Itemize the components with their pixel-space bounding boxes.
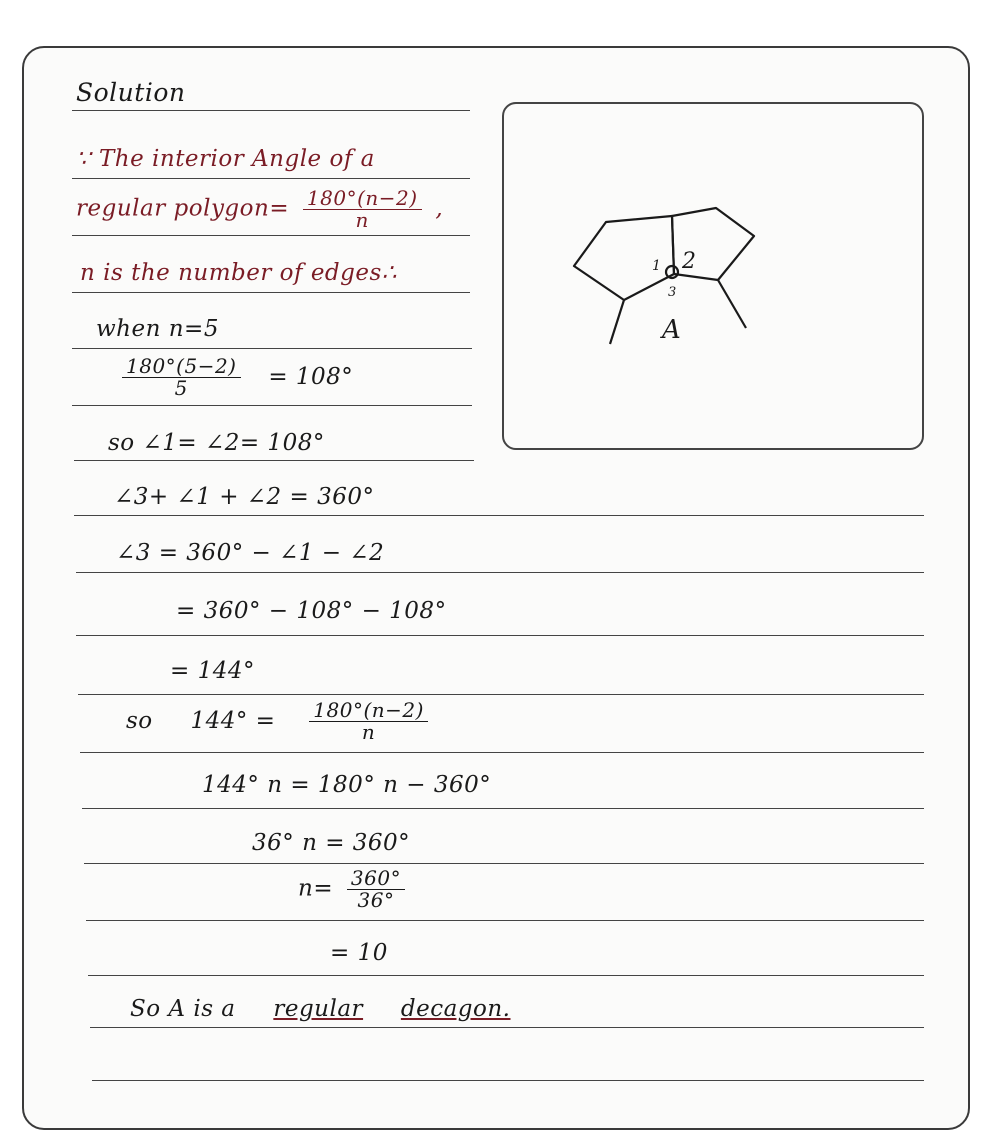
so-fraction [309,700,428,743]
right-extension-edge [718,280,746,328]
note-line-2-prefix: regular polygon= [76,195,290,222]
calc-result: = 108° [268,363,354,390]
conclusion-prefix: So A is a [130,996,236,1022]
interior-angle-fraction [303,188,422,231]
label-angle-2: 2 [682,249,696,274]
conclusion-regular: regular [273,996,364,1022]
ruled-line [90,1027,924,1028]
n-prefix: n= [298,875,334,902]
ruled-line [72,348,472,349]
fraction-denominator: 5 [174,376,188,400]
label-angle-3: 3 [668,285,677,300]
fraction-numerator: 180°(n−2) [303,188,422,210]
note-line-1: ∵ The interior Angle of a [76,146,375,172]
ruled-line [84,863,924,864]
fraction-denominator: n [355,208,369,232]
calc-108-line [116,356,353,399]
so-prefix: so [126,707,153,734]
ruled-line [72,110,470,111]
ruled-line [76,635,924,636]
ruled-line [82,808,924,809]
note-line-2-suffix: , [435,195,444,222]
sum-equation: ∠3+ ∠1 + ∠2 = 360° [114,484,375,510]
fraction-numerator: 180°(n−2) [309,700,428,722]
so-lhs: 144° = [190,707,276,734]
n-result: = 10 [330,940,388,966]
ruled-line [72,178,470,179]
simplify-equation: 36° n = 360° [252,830,411,856]
ruled-line [74,460,474,461]
so-144-line [126,700,434,743]
calc-fraction [122,356,241,399]
ruled-line [72,292,470,293]
ruled-line [72,405,472,406]
ruled-line [86,920,924,921]
note-line-2 [76,188,443,231]
fraction-numerator: 180°(5−2) [122,356,241,378]
angle-3-equation: ∠3 = 360° − ∠1 − ∠2 [116,540,385,566]
figure-box [502,102,924,450]
ruled-line [92,1080,924,1081]
solution-title: Solution [76,78,186,107]
ruled-line [72,235,470,236]
note-line-3: n is the number of edges∴ [80,260,397,286]
fraction-numerator: 360° [347,868,405,890]
conclusion-line [130,996,511,1022]
ruled-line [74,515,924,516]
pentagons-figure [504,104,926,452]
angle-3-result: = 144° [170,658,255,684]
ruled-line [78,694,924,695]
fraction-denominator: 36° [357,888,395,912]
label-angle-1: 1 [652,258,661,274]
expand-equation: 144° n = 180° n − 360° [202,772,492,798]
ruled-line [88,975,924,976]
so-angles-line: so ∠1= ∠2= 108° [108,430,325,456]
left-extension-edge [610,300,624,344]
ruled-line [80,752,924,753]
ruled-line [76,572,924,573]
angle-3-substitution: = 360° − 108° − 108° [176,598,447,624]
when-n-equals-5: when n=5 [96,316,219,342]
label-polygon-A: A [662,315,681,345]
n-fraction-line [298,868,411,911]
fraction-denominator: n [361,720,376,744]
conclusion-decagon: decagon. [400,996,511,1022]
n-fraction [347,868,405,911]
